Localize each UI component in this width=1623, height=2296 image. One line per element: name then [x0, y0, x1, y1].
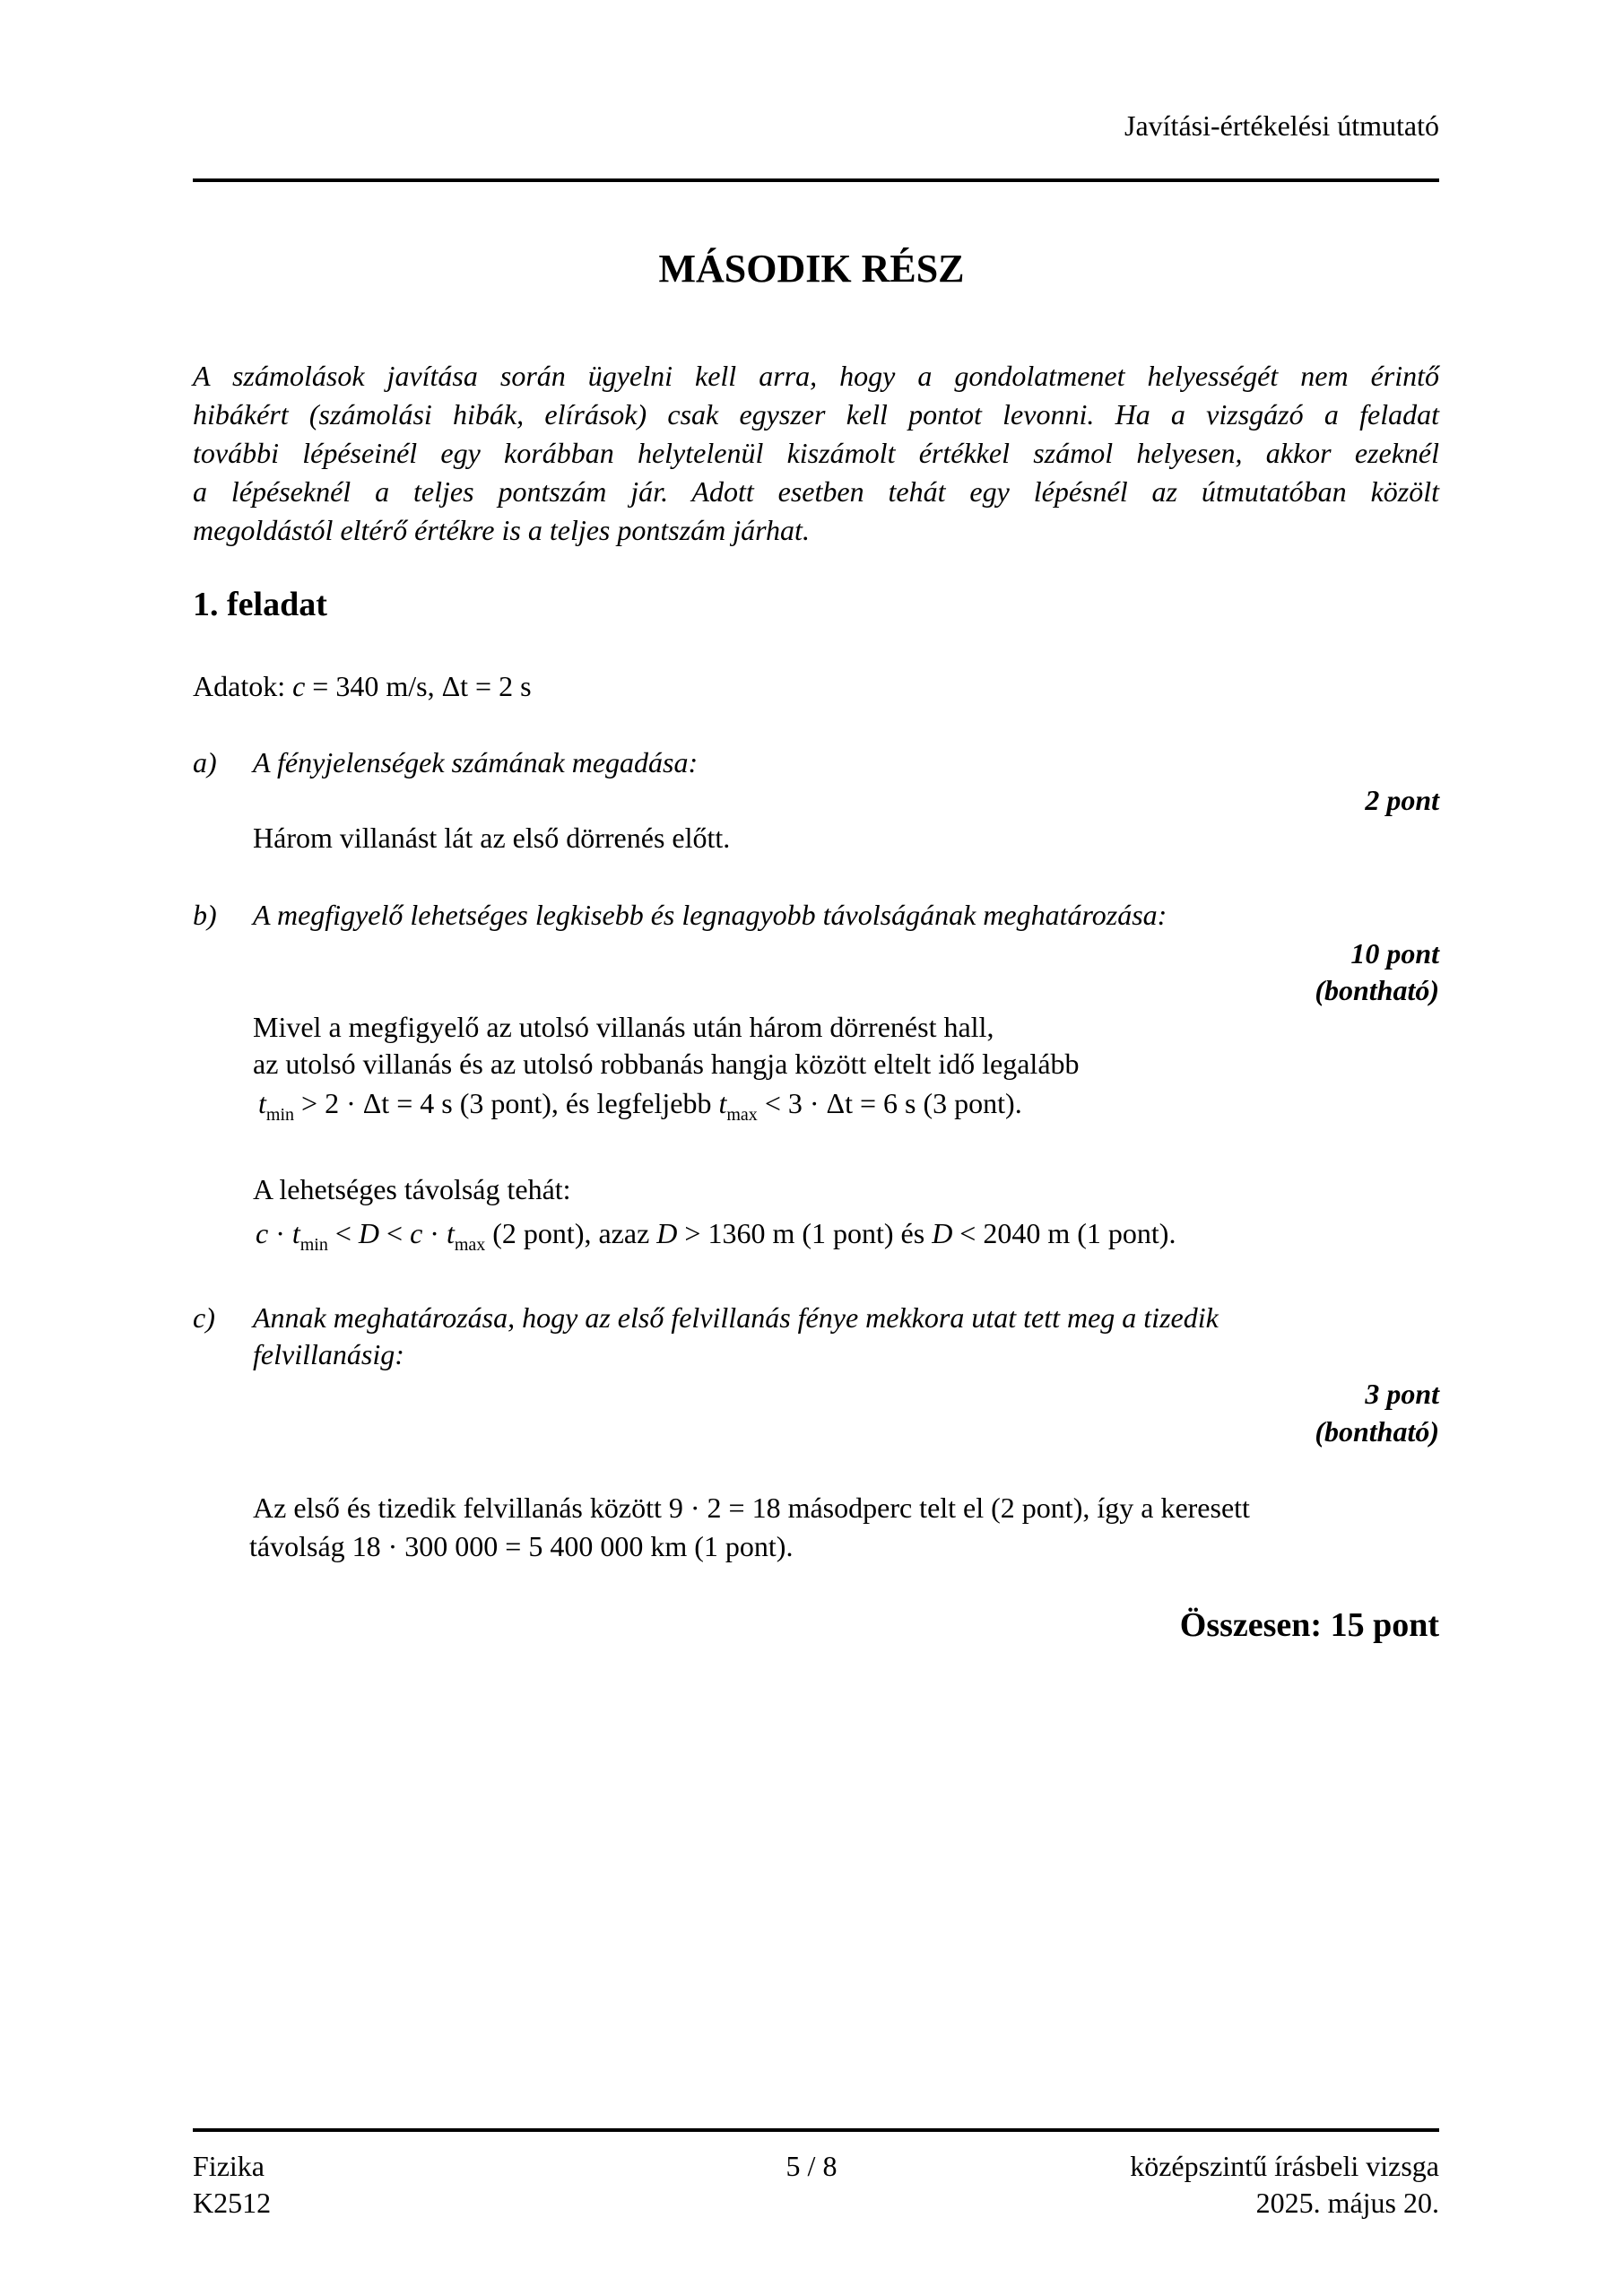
var-c: c: [292, 670, 306, 702]
part-a-points: 2 pont: [1365, 784, 1439, 816]
var-t: t: [446, 1217, 455, 1249]
expr: = 6 s (3 pont).: [852, 1087, 1022, 1119]
given-label: Adatok:: [193, 670, 293, 702]
footer-date: 2025. május 20.: [1255, 2187, 1439, 2219]
expr: < 3 ·: [757, 1087, 827, 1119]
var-c: c: [256, 1217, 269, 1249]
part-c-line1: Az első és tizedik felvillanás között 9 · 2 = 18 másodperc telt el (2 pont), így a keresett: [253, 1492, 1250, 1524]
var-t: t: [258, 1087, 266, 1119]
part-b-line1: Mivel a megfigyelő az utolsó villanás után három dörrenést hall,: [253, 1011, 994, 1043]
part-c-line2: távolság 18 · 300 000 = 5 400 000 km (1 pont).: [249, 1530, 794, 1562]
expr: <: [379, 1217, 411, 1249]
footer-exam-level: középszintű írásbeli vizsga: [1130, 2150, 1439, 2182]
footer-subject: Fizika: [193, 2150, 265, 2182]
intro-line: A számolások javítása során ügyelni kell arra, hogy a gondolatmenet helyességét nem érintő: [193, 360, 1439, 392]
footer-code: K2512: [193, 2187, 272, 2219]
var-c: c: [410, 1217, 423, 1249]
var-dt: Δt: [826, 1087, 853, 1119]
expr: <: [327, 1217, 359, 1249]
expr: ·: [268, 1217, 292, 1249]
part-b-line2: az utolsó villanás és az utolsó robbanás hangja között eltelt idő legalább: [253, 1048, 1080, 1080]
task-heading: 1. feladat: [193, 586, 327, 623]
page-title: MÁSODIK RÉSZ: [658, 247, 965, 291]
expr: = 4 s (3 pont), és legfeljebb: [389, 1087, 719, 1119]
sub-min: min: [265, 1105, 295, 1125]
part-b-points: 10 pont: [1350, 937, 1439, 970]
part-b-distance-bounds: [256, 1215, 1176, 1255]
expr: > 2 ·: [294, 1087, 363, 1119]
var-dt: Δt: [441, 670, 469, 702]
part-c-divisible: (bontható): [1315, 1415, 1439, 1448]
value-c: = 340 m/s,: [305, 670, 442, 702]
part-b-title: A megfigyelő lehetséges legkisebb és legnagyobb távolságának meghatározása:: [253, 899, 1167, 931]
part-b-divisible: (bontható): [1315, 974, 1439, 1006]
part-a-marker: a): [193, 746, 217, 778]
var-d: D: [932, 1217, 953, 1249]
part-b-line4: A lehetséges távolság tehát:: [253, 1173, 571, 1205]
intro-line: megoldástól eltérő értékre is a teljes pontszám járhat.: [193, 514, 810, 546]
part-a-title: A fényjelenségek számának megadása:: [253, 746, 699, 778]
var-dt: Δt: [362, 1087, 390, 1119]
intro-line: hibákért (számolási hibák, elírások) csak egyszer kell pontot levonni. Ha a vizsgázó a feladat: [193, 398, 1439, 430]
part-b-marker: b): [193, 899, 217, 931]
part-c-points: 3 pont: [1365, 1378, 1439, 1410]
page-number: 5 / 8: [785, 2150, 838, 2182]
var-d: D: [656, 1217, 678, 1249]
sub-max: max: [726, 1105, 758, 1125]
part-a-answer: Három villanást lát az első dörrenés előtt.: [253, 822, 731, 854]
part-c-marker: c): [193, 1301, 215, 1334]
intro-paragraph: [193, 357, 1439, 550]
sub-max: max: [454, 1235, 486, 1255]
part-b-time-bounds: [258, 1085, 1022, 1125]
intro-line: további lépéseinél egy korábban helytelenül kiszámolt értékkel számol helyesen, akkor ezeknél: [193, 437, 1439, 469]
header-rule: [193, 178, 1439, 182]
expr: (2 pont), azaz: [485, 1217, 657, 1249]
var-d: D: [358, 1217, 380, 1249]
footer-rule: [193, 2128, 1439, 2132]
sub-min: min: [299, 1235, 328, 1255]
expr: ·: [422, 1217, 447, 1249]
total-points: Összesen: 15 pont: [1179, 1606, 1439, 1644]
running-header: Javítási-értékelési útmutató: [1124, 109, 1439, 142]
expr: > 1360 m (1 pont) és: [677, 1217, 933, 1249]
var-t: t: [718, 1087, 727, 1119]
expr: < 2040 m (1 pont).: [952, 1217, 1176, 1249]
var-t: t: [291, 1217, 300, 1249]
part-c-title-line1: Annak meghatározása, hogy az első felvillanás fénye mekkora utat tett meg a tizedik: [253, 1301, 1219, 1334]
part-c-title-line2: felvillanásig:: [253, 1338, 404, 1370]
given-data: [193, 668, 532, 704]
value-dt: = 2 s: [468, 670, 532, 702]
intro-line: a lépéseknél a teljes pontszám jár. Adott esetben tehát egy lépésnél az útmutatóban közölt: [193, 475, 1439, 508]
